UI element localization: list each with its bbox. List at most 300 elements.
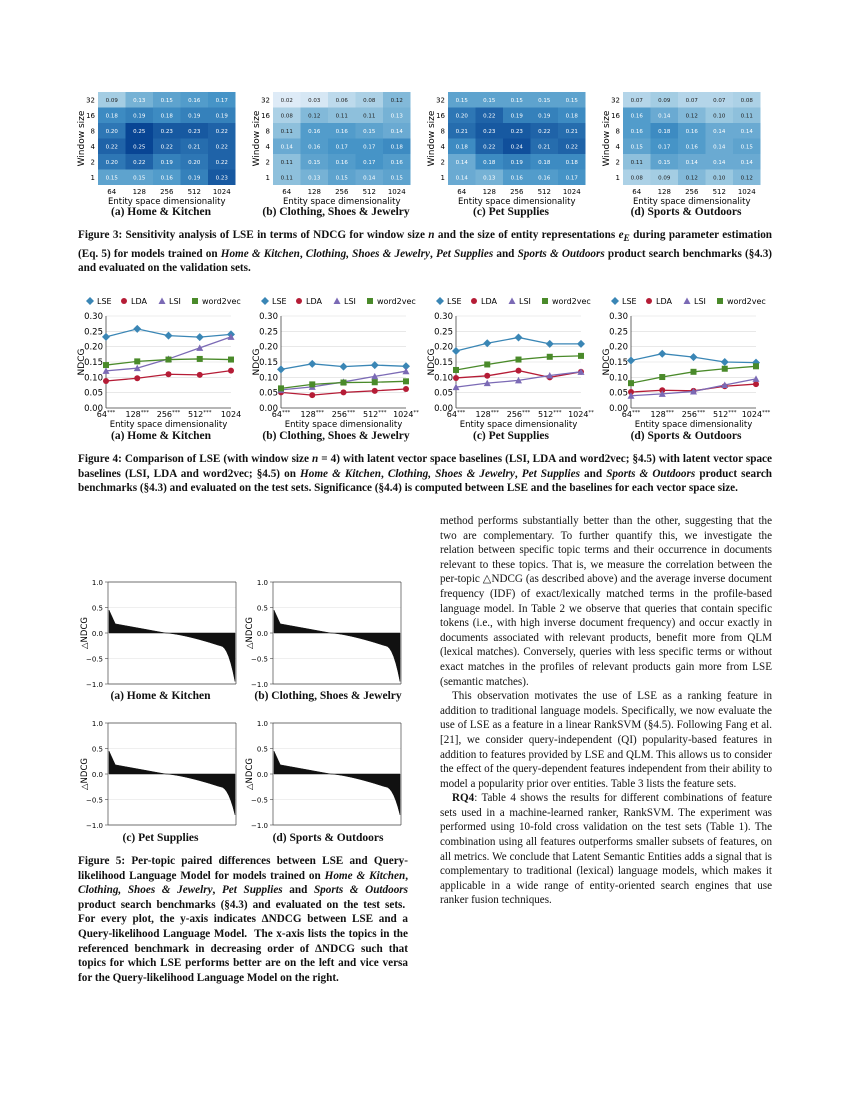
data-point-word2vec [578, 353, 584, 359]
legend-marker [436, 297, 444, 305]
heatmap-value: 0.13 [308, 175, 321, 182]
fig4-caption-b: (b) Clothing, Shoes & Jewelry [262, 430, 410, 442]
fig3-xtick: 512 [187, 188, 201, 196]
heatmap-value: 0.07 [685, 97, 698, 104]
heatmap-value: 0.19 [188, 113, 201, 120]
fig4-ylabel: NDCG [427, 348, 437, 376]
fig3-ytick: 32 [86, 96, 95, 105]
heatmap-value: 0.08 [280, 113, 293, 120]
fig3-ytick: 1 [90, 173, 95, 182]
fig4-xtick: 1024** [393, 410, 419, 419]
fig4-ytick: 0.30 [434, 312, 453, 322]
heatmap-value: 0.19 [188, 175, 201, 182]
fig4-xtick: 128*** [650, 410, 675, 419]
fig3-ytick: 1 [615, 173, 620, 182]
fig3-xtick: 1024 [737, 188, 756, 196]
fig4-caption-d: (d) Sports & Outdoors [630, 430, 742, 442]
heatmap-value: 0.08 [363, 97, 376, 104]
heatmap-value: 0.23 [215, 175, 228, 182]
heatmap-value: 0.15 [133, 175, 146, 182]
heatmap-value: 0.22 [483, 144, 496, 151]
data-point-word2vec [722, 366, 728, 372]
fig4-ytick: 0.15 [259, 358, 278, 368]
fig4-ytick: 0.05 [609, 388, 628, 399]
data-point-lse [721, 358, 729, 366]
data-point-word2vec [453, 367, 459, 373]
data-point-word2vec [309, 381, 315, 387]
fig3-caption: Figure 3: Sensitivity analysis of LSE in terms of NDCG for window size n and the size of entity representations $e_E$ during parameter estimation (Eq. 5) for models trained on Home & Kitchen, Clothing, Shoes & Jewelry, Pet Supplies and Sports & Outdoors product search benchmarks (§4.3) and evaluated on the validation sets. [78, 229, 773, 275]
heatmap-value: 0.16 [538, 175, 551, 182]
fig4-ytick: 0.15 [609, 358, 628, 368]
heatmap-value: 0.10 [713, 113, 726, 120]
fig3-xtick: 128 [482, 188, 496, 196]
fig4-ytick: 0.00 [84, 404, 103, 414]
heatmap-value: 0.18 [160, 113, 173, 120]
data-point-lse [277, 365, 285, 373]
heatmap-value: 0.14 [280, 144, 293, 151]
heatmap-value: 0.15 [740, 144, 753, 151]
heatmap-value: 0.20 [105, 128, 118, 135]
body-text-column [440, 514, 772, 908]
heatmap-value: 0.17 [215, 97, 228, 104]
heatmap-value: 0.03 [308, 97, 321, 104]
heatmap-value: 0.18 [538, 159, 551, 166]
fig5-plot-b [243, 574, 408, 689]
fig3-xlabel: Entity space dimensionality [458, 197, 576, 207]
fig4-ytick: 0.05 [434, 388, 453, 399]
data-point-lda [372, 388, 378, 394]
fig5-caption-a: (a) Home & Kitchen [110, 690, 211, 702]
data-point-lse [308, 360, 316, 368]
heatmap-value: 0.11 [280, 159, 293, 166]
fig3-ytick: 16 [611, 111, 620, 120]
body-paragraph-3 [440, 791, 772, 908]
data-point-lda [516, 368, 522, 374]
fig5-ytick: −1.0 [251, 681, 268, 689]
fig4-xtick: 1024 [220, 410, 242, 419]
fig4-xlabel: Entity space dimensionality [284, 420, 403, 430]
heatmap-value: 0.15 [565, 97, 578, 104]
fig5-ytick: −1.0 [86, 681, 103, 689]
fig4-ytick: 0.15 [434, 358, 453, 368]
fig5-ytick: −1.0 [86, 822, 103, 830]
fig4-caption-c: (c) Pet Supplies [472, 430, 550, 442]
fig5-ytick: 0.5 [91, 604, 103, 613]
data-point-word2vec [228, 357, 234, 363]
heatmap-value: 0.11 [630, 159, 643, 166]
data-point-word2vec [628, 380, 634, 386]
fig5-ytick: 0.0 [256, 771, 268, 779]
data-point-word2vec [691, 369, 697, 375]
heatmap-value: 0.16 [160, 175, 173, 182]
fig3-ytick: 32 [611, 96, 620, 105]
heatmap-value: 0.18 [565, 159, 578, 166]
fig3-xtick: 128 [132, 188, 146, 196]
heatmap-value: 0.15 [105, 175, 118, 182]
data-point-lda [166, 371, 172, 377]
fig4-caption: Figure 4: Comparison of LSE (with window size n = 4) with latent vector space baselines (LSI, LDA and word2vec; §4.5) with latent vector space baselines (LSI, LDA and word2vec; §4.5) on Home & Kitchen, Clothing, Shoes & Jewelry, Pet Supplies and Sports & Outdoors product search benchmarks (§4.3) and evaluated on the test sets. Significance (§4.4) is computed between LSE and the baselines for each vector space size. [78, 453, 773, 495]
heatmap-value: 0.22 [105, 144, 118, 151]
fig4-ytick: 0.15 [84, 358, 103, 368]
legend-label: LDA [131, 297, 147, 306]
heatmap-value: 0.12 [308, 113, 321, 120]
heatmap-value: 0.23 [483, 128, 496, 135]
fig3-xtick: 256 [685, 188, 699, 196]
fig5-ytick: 0.0 [256, 630, 268, 638]
heatmap-value: 0.07 [713, 97, 726, 104]
fig3-ytick: 2 [615, 158, 620, 167]
fig4-xtick: 64*** [96, 410, 116, 419]
data-point-lda [309, 392, 315, 398]
heatmap-value: 0.14 [685, 159, 698, 166]
legend-label: LSI [519, 297, 531, 306]
heatmap-value: 0.19 [215, 113, 228, 120]
heatmap-value: 0.15 [390, 175, 403, 182]
heatmap-value: 0.11 [740, 113, 753, 120]
legend-label: LSE [272, 297, 287, 306]
fig3-ytick: 8 [265, 127, 270, 136]
legend-marker [367, 298, 373, 304]
fig4-ylabel: NDCG [252, 348, 262, 376]
heatmap-value: 0.16 [308, 144, 321, 151]
fig5-ylabel: △NDCG [80, 758, 90, 790]
heatmap-value: 0.22 [565, 144, 578, 151]
heatmap-value: 0.16 [335, 128, 348, 135]
series-line-lsi [106, 337, 231, 371]
fig4-xlabel: Entity space dimensionality [634, 420, 753, 430]
data-point-word2vec [197, 356, 203, 362]
data-point-lda [341, 389, 347, 395]
fig4-chart-d [601, 292, 776, 428]
fig4-ytick: 0.10 [609, 373, 628, 384]
data-point-word2vec [516, 357, 522, 363]
heatmap-value: 0.15 [483, 97, 496, 104]
fig4-ytick: 0.10 [259, 373, 278, 384]
fig3-ytick: 8 [615, 127, 620, 136]
fig5-plot-d [243, 715, 408, 830]
fig4-xtick: 128*** [125, 410, 150, 419]
fig4-ytick: 0.05 [259, 388, 278, 399]
fig4-xtick: 512*** [362, 410, 387, 419]
fig5-plot-a [78, 574, 243, 689]
fig3-ylabel: Window size [77, 110, 87, 167]
topic-difference-bars [274, 610, 400, 681]
legend-marker [261, 297, 269, 305]
heatmap-value: 0.18 [658, 128, 671, 135]
heatmap-value: 0.13 [133, 97, 146, 104]
fig4-ytick: 0.30 [259, 312, 278, 322]
fig3-xtick: 256 [510, 188, 524, 196]
heatmap-value: 0.22 [160, 144, 173, 151]
fig4-ytick: 0.20 [434, 342, 453, 353]
fig4-ytick: 0.30 [84, 312, 103, 322]
fig4-ytick: 0.10 [84, 373, 103, 384]
fig5-ylabel: △NDCG [245, 758, 255, 790]
fig3-ylabel: Window size [252, 110, 262, 167]
heatmap-value: 0.21 [188, 144, 201, 151]
fig4-xtick: 1024** [568, 410, 594, 419]
heatmap-value: 0.02 [280, 97, 293, 104]
fig3-xtick: 128 [657, 188, 671, 196]
legend-marker [717, 298, 723, 304]
fig4-chart-c [426, 292, 601, 428]
fig3-ytick: 8 [440, 127, 445, 136]
heatmap-value: 0.19 [510, 113, 523, 120]
fig5-ytick: −0.5 [86, 796, 103, 805]
fig4-xtick: 64*** [271, 410, 291, 419]
data-point-lda [197, 372, 203, 378]
fig3-xtick: 1024 [212, 188, 231, 196]
heatmap-value: 0.14 [390, 128, 403, 135]
heatmap-value: 0.14 [713, 144, 726, 151]
heatmap-value: 0.16 [685, 144, 698, 151]
data-point-word2vec [134, 358, 140, 364]
heatmap-value: 0.18 [455, 144, 468, 151]
heatmap-value: 0.15 [455, 97, 468, 104]
heatmap-value: 0.11 [335, 113, 348, 120]
heatmap-value: 0.15 [630, 144, 643, 151]
legend-marker [334, 298, 341, 305]
heatmap-value: 0.19 [538, 113, 551, 120]
heatmap-value: 0.14 [455, 175, 468, 182]
heatmap-value: 0.13 [483, 175, 496, 182]
fig3-xtick: 64 [632, 188, 642, 196]
body-paragraph-1: method performs substantially better than the other, suggesting that the two are complementary. To further quantify this, we investigate the relation between specific topic terms and their occurrence in documents relevant to these topics. That is, we measure the correlation between the per-topic △NDCG (as described above) and the average inverse document frequency (IDF) of exact/lexically matched terms in the profile-based language model. In Table 2 we observe that queries that contain specific tokens (i.e., with high inverse document frequency) and occur exactly in documents associated with relevant products, benefit more from QLM (lexical matches). Conversely, queries with less specific terms or without exact matches in the profiles of relevant products gain more from LSE (semantic matches). [440, 515, 772, 688]
fig4-ylabel: NDCG [602, 348, 612, 376]
fig3-heatmap-d [601, 88, 771, 212]
fig3-ytick: 2 [90, 158, 95, 167]
fig4-ytick: 0.05 [84, 388, 103, 399]
fig3-caption-b: (b) Clothing, Shoes & Jewelry [262, 206, 410, 218]
fig5-ylabel: △NDCG [80, 617, 90, 649]
fig3-xtick: 256 [335, 188, 349, 196]
fig5-ytick: 0.5 [256, 604, 268, 613]
fig4-xtick: 64*** [446, 410, 466, 419]
heatmap-value: 0.20 [455, 113, 468, 120]
heatmap-value: 0.23 [160, 128, 173, 135]
fig4-ytick: 0.30 [609, 312, 628, 322]
heatmap-value: 0.16 [630, 128, 643, 135]
fig3-caption-a: (a) Home & Kitchen [111, 206, 211, 218]
heatmap-value: 0.15 [538, 97, 551, 104]
fig4-xtick: 256*** [506, 410, 531, 419]
heatmap-value: 0.21 [538, 144, 551, 151]
heatmap-value: 0.24 [510, 144, 523, 151]
fig3-xtick: 512 [712, 188, 726, 196]
fig3-ytick: 4 [440, 142, 445, 151]
heatmap-value: 0.06 [335, 97, 348, 104]
data-point-lse [658, 350, 666, 358]
fig5-ytick: 0.0 [91, 630, 103, 638]
heatmap-value: 0.22 [483, 113, 496, 120]
data-point-lda [403, 386, 409, 392]
fig3-xtick: 64 [457, 188, 467, 196]
fig5-plot-c [78, 715, 243, 830]
heatmap-value: 0.08 [630, 175, 643, 182]
fig3-ytick: 2 [440, 158, 445, 167]
heatmap-value: 0.09 [658, 175, 671, 182]
fig3-xtick: 512 [537, 188, 551, 196]
fig4-chart-a [76, 292, 251, 428]
heatmap-value: 0.15 [658, 159, 671, 166]
heatmap-value: 0.20 [188, 159, 201, 166]
fig3-ytick: 16 [86, 111, 95, 120]
heatmap-value: 0.09 [658, 97, 671, 104]
data-point-word2vec [403, 378, 409, 384]
fig4-chart-b [251, 292, 426, 428]
heatmap-value: 0.14 [658, 113, 671, 120]
fig4-ylabel: NDCG [77, 348, 87, 376]
heatmap-value: 0.19 [160, 159, 173, 166]
fig3-xlabel: Entity space dimensionality [283, 197, 401, 207]
fig3-xlabel: Entity space dimensionality [633, 197, 751, 207]
legend-label: LDA [656, 297, 672, 306]
fig5-ytick: 0.5 [91, 745, 103, 754]
fig4-ytick: 0.25 [84, 327, 103, 338]
heatmap-value: 0.17 [335, 144, 348, 151]
fig4-xtick: 512*** [187, 410, 212, 419]
heatmap-value: 0.15 [335, 175, 348, 182]
heatmap-value: 0.22 [133, 159, 146, 166]
fig4-xtick: 128*** [475, 410, 500, 419]
heatmap-value: 0.10 [713, 175, 726, 182]
data-point-lsi [753, 375, 760, 382]
data-point-lda [134, 375, 140, 381]
fig5-caption: Figure 5: Per-topic paired differences between LSE and Query-likelihood Language Model for models trained on Home & Kitchen, Clothing, Shoes & Jewelry, Pet Supplies and Sports & Outdoors product search benchmarks (§4.3) and evaluated on the test sets. For every plot, the y-axis indicates ΔNDCG between LSE and a Query-likelihood Language Model. The x-axis lists the topics in the referenced benchmark in decreasing order of ΔNDCG such that topics for which LSE performs better are on the left and vice versa for the Query-likelihood Language Model on the right. [78, 855, 409, 984]
legend-marker [86, 297, 94, 305]
heatmap-value: 0.22 [215, 144, 228, 151]
heatmap-value: 0.19 [133, 113, 146, 120]
heatmap-value: 0.11 [363, 113, 376, 120]
heatmap-value: 0.16 [630, 113, 643, 120]
fig5-ytick: −1.0 [251, 822, 268, 830]
heatmap-value: 0.11 [280, 128, 293, 135]
fig4-xtick: 1024*** [741, 410, 771, 419]
heatmap-value: 0.14 [740, 128, 753, 135]
heatmap-value: 0.11 [280, 175, 293, 182]
fig4-xtick: 256*** [331, 410, 356, 419]
fig3-heatmap-a [76, 88, 246, 212]
fig4-xlabel: Entity space dimensionality [109, 420, 228, 430]
fig5-ylabel: △NDCG [245, 617, 255, 649]
data-point-word2vec [547, 354, 553, 360]
heatmap-value: 0.14 [713, 128, 726, 135]
heatmap-value: 0.21 [455, 128, 468, 135]
heatmap-value: 0.22 [215, 159, 228, 166]
legend-marker [159, 298, 166, 305]
fig5-ytick: 1.0 [91, 579, 103, 587]
data-point-lda [453, 375, 459, 381]
heatmap-value: 0.13 [390, 113, 403, 120]
data-point-word2vec [659, 374, 665, 380]
fig3-ytick: 8 [90, 127, 95, 136]
data-point-word2vec [753, 363, 759, 369]
data-point-word2vec [166, 357, 172, 363]
heatmap-value: 0.18 [565, 113, 578, 120]
fig4-xtick: 64*** [621, 410, 641, 419]
heatmap-value: 0.21 [565, 128, 578, 135]
fig3-ytick: 1 [265, 173, 270, 182]
heatmap-value: 0.16 [390, 159, 403, 166]
legend-marker [471, 298, 477, 304]
fig3-ytick: 1 [440, 173, 445, 182]
legend-marker [192, 298, 198, 304]
legend-marker [646, 298, 652, 304]
rq4-label: RQ4 [452, 792, 475, 805]
heatmap-value: 0.17 [363, 144, 376, 151]
legend-label: LSI [169, 297, 181, 306]
legend-label: word2vec [377, 297, 416, 306]
heatmap-value: 0.18 [105, 113, 118, 120]
fig4-ytick: 0.20 [84, 342, 103, 353]
fig5-ytick: −0.5 [86, 655, 103, 664]
fig3-heatmap-b [251, 88, 421, 212]
heatmap-value: 0.14 [363, 175, 376, 182]
heatmap-value: 0.25 [133, 144, 146, 151]
fig5-caption-b: (b) Clothing, Shoes & Jewelry [254, 690, 402, 702]
legend-label: LSE [97, 297, 112, 306]
data-point-lse [340, 363, 348, 371]
data-point-word2vec [341, 380, 347, 386]
fig5-ytick: −0.5 [251, 796, 268, 805]
heatmap-value: 0.15 [363, 128, 376, 135]
heatmap-value: 0.12 [740, 175, 753, 182]
fig3-xtick: 256 [160, 188, 174, 196]
fig4-ytick: 0.00 [259, 404, 278, 414]
heatmap-value: 0.16 [335, 159, 348, 166]
fig4-ytick: 0.00 [434, 404, 453, 414]
topic-difference-bars [274, 751, 400, 815]
fig3-ytick: 32 [436, 96, 445, 105]
heatmap-value: 0.14 [455, 159, 468, 166]
heatmap-value: 0.22 [538, 128, 551, 135]
legend-label: LSI [344, 297, 356, 306]
fig5-caption-d: (d) Sports & Outdoors [272, 832, 384, 844]
fig3-xtick: 64 [282, 188, 292, 196]
data-point-lse [452, 347, 460, 355]
data-point-word2vec [484, 361, 490, 367]
data-point-lse [165, 332, 173, 340]
fig5-ytick: −0.5 [251, 655, 268, 664]
heatmap-value: 0.18 [390, 144, 403, 151]
fig4-ytick: 0.10 [434, 373, 453, 384]
fig3-ytick: 4 [615, 142, 620, 151]
heatmap-value: 0.25 [133, 128, 146, 135]
heatmap-value: 0.20 [105, 159, 118, 166]
body-paragraph-2: This observation motivates the use of LSE as a ranking feature in addition to traditional language models. Specifically, we now evaluate the use of LSE as a feature in a linear RankSVM (§4.5). Following Fang et al. [21], we consider query-independent (QI) popularity-based features in addition to features provided by LSE and QLM. This allows us to consider the effect of the query-dependent features independent from their ability to model a popularity prior over entities. Table 3 lists the feature sets. [440, 690, 772, 790]
data-point-lse [196, 333, 204, 341]
heatmap-value: 0.14 [713, 159, 726, 166]
heatmap-value: 0.23 [510, 128, 523, 135]
fig3-xtick: 64 [107, 188, 117, 196]
fig3-ytick: 32 [261, 96, 270, 105]
topic-difference-bars [109, 751, 235, 815]
heatmap-value: 0.15 [308, 159, 321, 166]
fig5-ytick: 1.0 [91, 720, 103, 728]
heatmap-value: 0.09 [105, 97, 118, 104]
heatmap-value: 0.07 [630, 97, 643, 104]
data-point-lse [102, 333, 110, 341]
fig5-ytick: 0.0 [91, 771, 103, 779]
legend-label: LSE [447, 297, 462, 306]
data-point-lda [228, 368, 234, 374]
data-point-lda [753, 381, 759, 387]
heatmap-value: 0.12 [390, 97, 403, 104]
heatmap-value: 0.16 [308, 128, 321, 135]
heatmap-value: 0.19 [510, 159, 523, 166]
heatmap-value: 0.18 [483, 159, 496, 166]
legend-label: LSI [694, 297, 706, 306]
